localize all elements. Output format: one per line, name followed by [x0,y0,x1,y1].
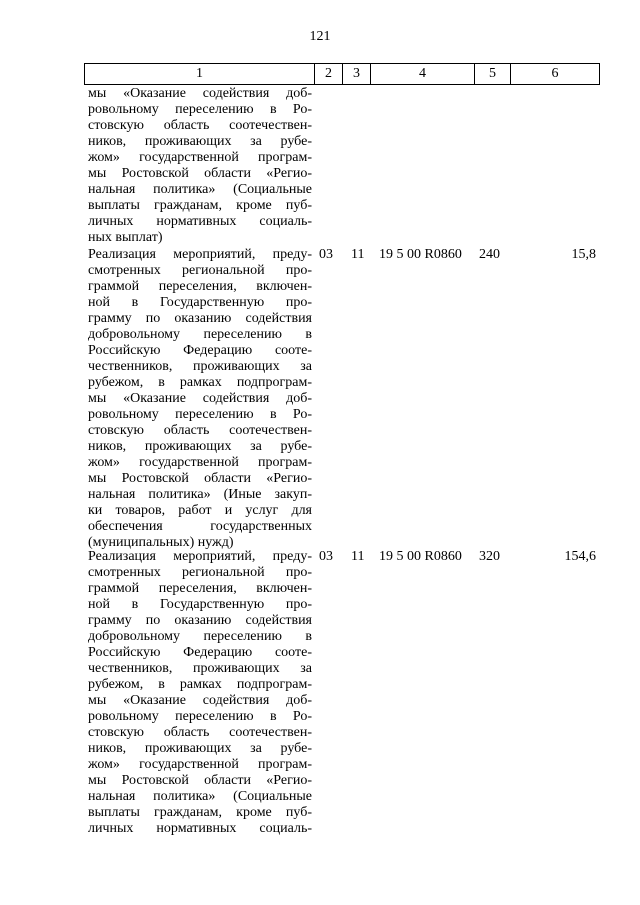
description-line: мы «Оказание содействия доб- [88,693,312,708]
description-line: обеспечения государственных [88,519,312,534]
description-line: грамму по оказанию содействия [88,311,312,326]
header-col-1: 1 [85,64,315,85]
description-line: стовскую область соотечествен- [88,118,312,133]
description-line: Российскую Федерацию сооте- [88,343,312,358]
description-line: рубежом, в рамках подпрограм- [88,677,312,692]
description-line: Реализация мероприятий, преду- [88,247,312,262]
header-col-6: 6 [511,64,600,85]
header-col-2: 2 [315,64,343,85]
row-description [88,549,312,837]
description-line: ных выплат) [88,230,163,245]
header-col-5: 5 [475,64,511,85]
amount: 15,8 [571,247,596,262]
description-line: выплаты гражданам, кроме пуб- [88,805,312,820]
description-line: грамму по оказанию содействия [88,613,312,628]
row-description [88,247,312,551]
description-line: жом» государственной програм- [88,455,312,470]
description-line: выплаты гражданам, кроме пуб- [88,198,312,213]
description-line: мы «Оказание содействия доб- [88,86,312,101]
description-line: мы «Оказание содействия доб- [88,391,312,406]
description-line: стовскую область соотечествен- [88,423,312,438]
description-line: рубежом, в рамках подпрограм- [88,375,312,390]
amount: 154,6 [564,549,596,564]
description-line: жом» государственной програм- [88,757,312,772]
description-line: нальная политика» (Иные закуп- [88,487,312,502]
description-line: Реализация мероприятий, преду- [88,549,312,564]
description-line: жом» государственной програм- [88,150,312,165]
header-col-4: 4 [371,64,475,85]
description-line: смотренных региональной про- [88,565,312,580]
description-line: личных нормативных социаль- [88,214,312,229]
subsection-code: 11 [351,549,365,564]
row-description [88,86,312,246]
target-article-code: 19 5 00 R0860 [379,549,462,564]
page-number: 121 [309,29,331,44]
description-line: ной в Государственную про- [88,597,312,612]
description-line: ников, проживающих за рубе- [88,439,312,454]
description-line: (муниципальных) нужд) [88,535,234,550]
description-line: нальная политика» (Социальные [88,789,312,804]
description-line: мы Ростовской области «Регио- [88,773,312,788]
subsection-code: 11 [351,247,365,262]
expense-type-code: 320 [479,549,500,564]
description-line: мы Ростовской области «Регио- [88,471,312,486]
description-line: Российскую Федерацию соотe- [88,645,312,660]
description-line: ной в Государственную про- [88,295,312,310]
description-line: мы Ростовской области «Регио- [88,166,312,181]
description-line: чественников, проживающих за [88,359,312,374]
description-line: нальная политика» (Социальные [88,182,312,197]
description-line: добровольному переселению в [88,327,312,342]
description-line: граммой переселения, включен- [88,581,312,596]
description-line: стовскую область соотечествен- [88,725,312,740]
description-line: ников, проживающих за рубе- [88,134,312,149]
description-line: чественников, проживающих за [88,661,312,676]
description-line: смотренных региональной про- [88,263,312,278]
description-line: личных нормативных социаль- [88,821,312,836]
description-line: ников, проживающих за рубе- [88,741,312,756]
header-col-3: 3 [343,64,371,85]
description-line: ровольному переселению в Ро- [88,407,312,422]
description-line: ровольному переселению в Ро- [88,102,312,117]
description-line: ровольному переселению в Ро- [88,709,312,724]
description-line: граммой переселения, включен- [88,279,312,294]
expense-type-code: 240 [479,247,500,262]
section-code: 03 [319,247,333,262]
description-line: ки товаров, работ и услуг для [88,503,312,518]
target-article-code: 19 5 00 R0860 [379,247,462,262]
table-header [84,63,600,85]
section-code: 03 [319,549,333,564]
description-line: добровольному переселению в [88,629,312,644]
